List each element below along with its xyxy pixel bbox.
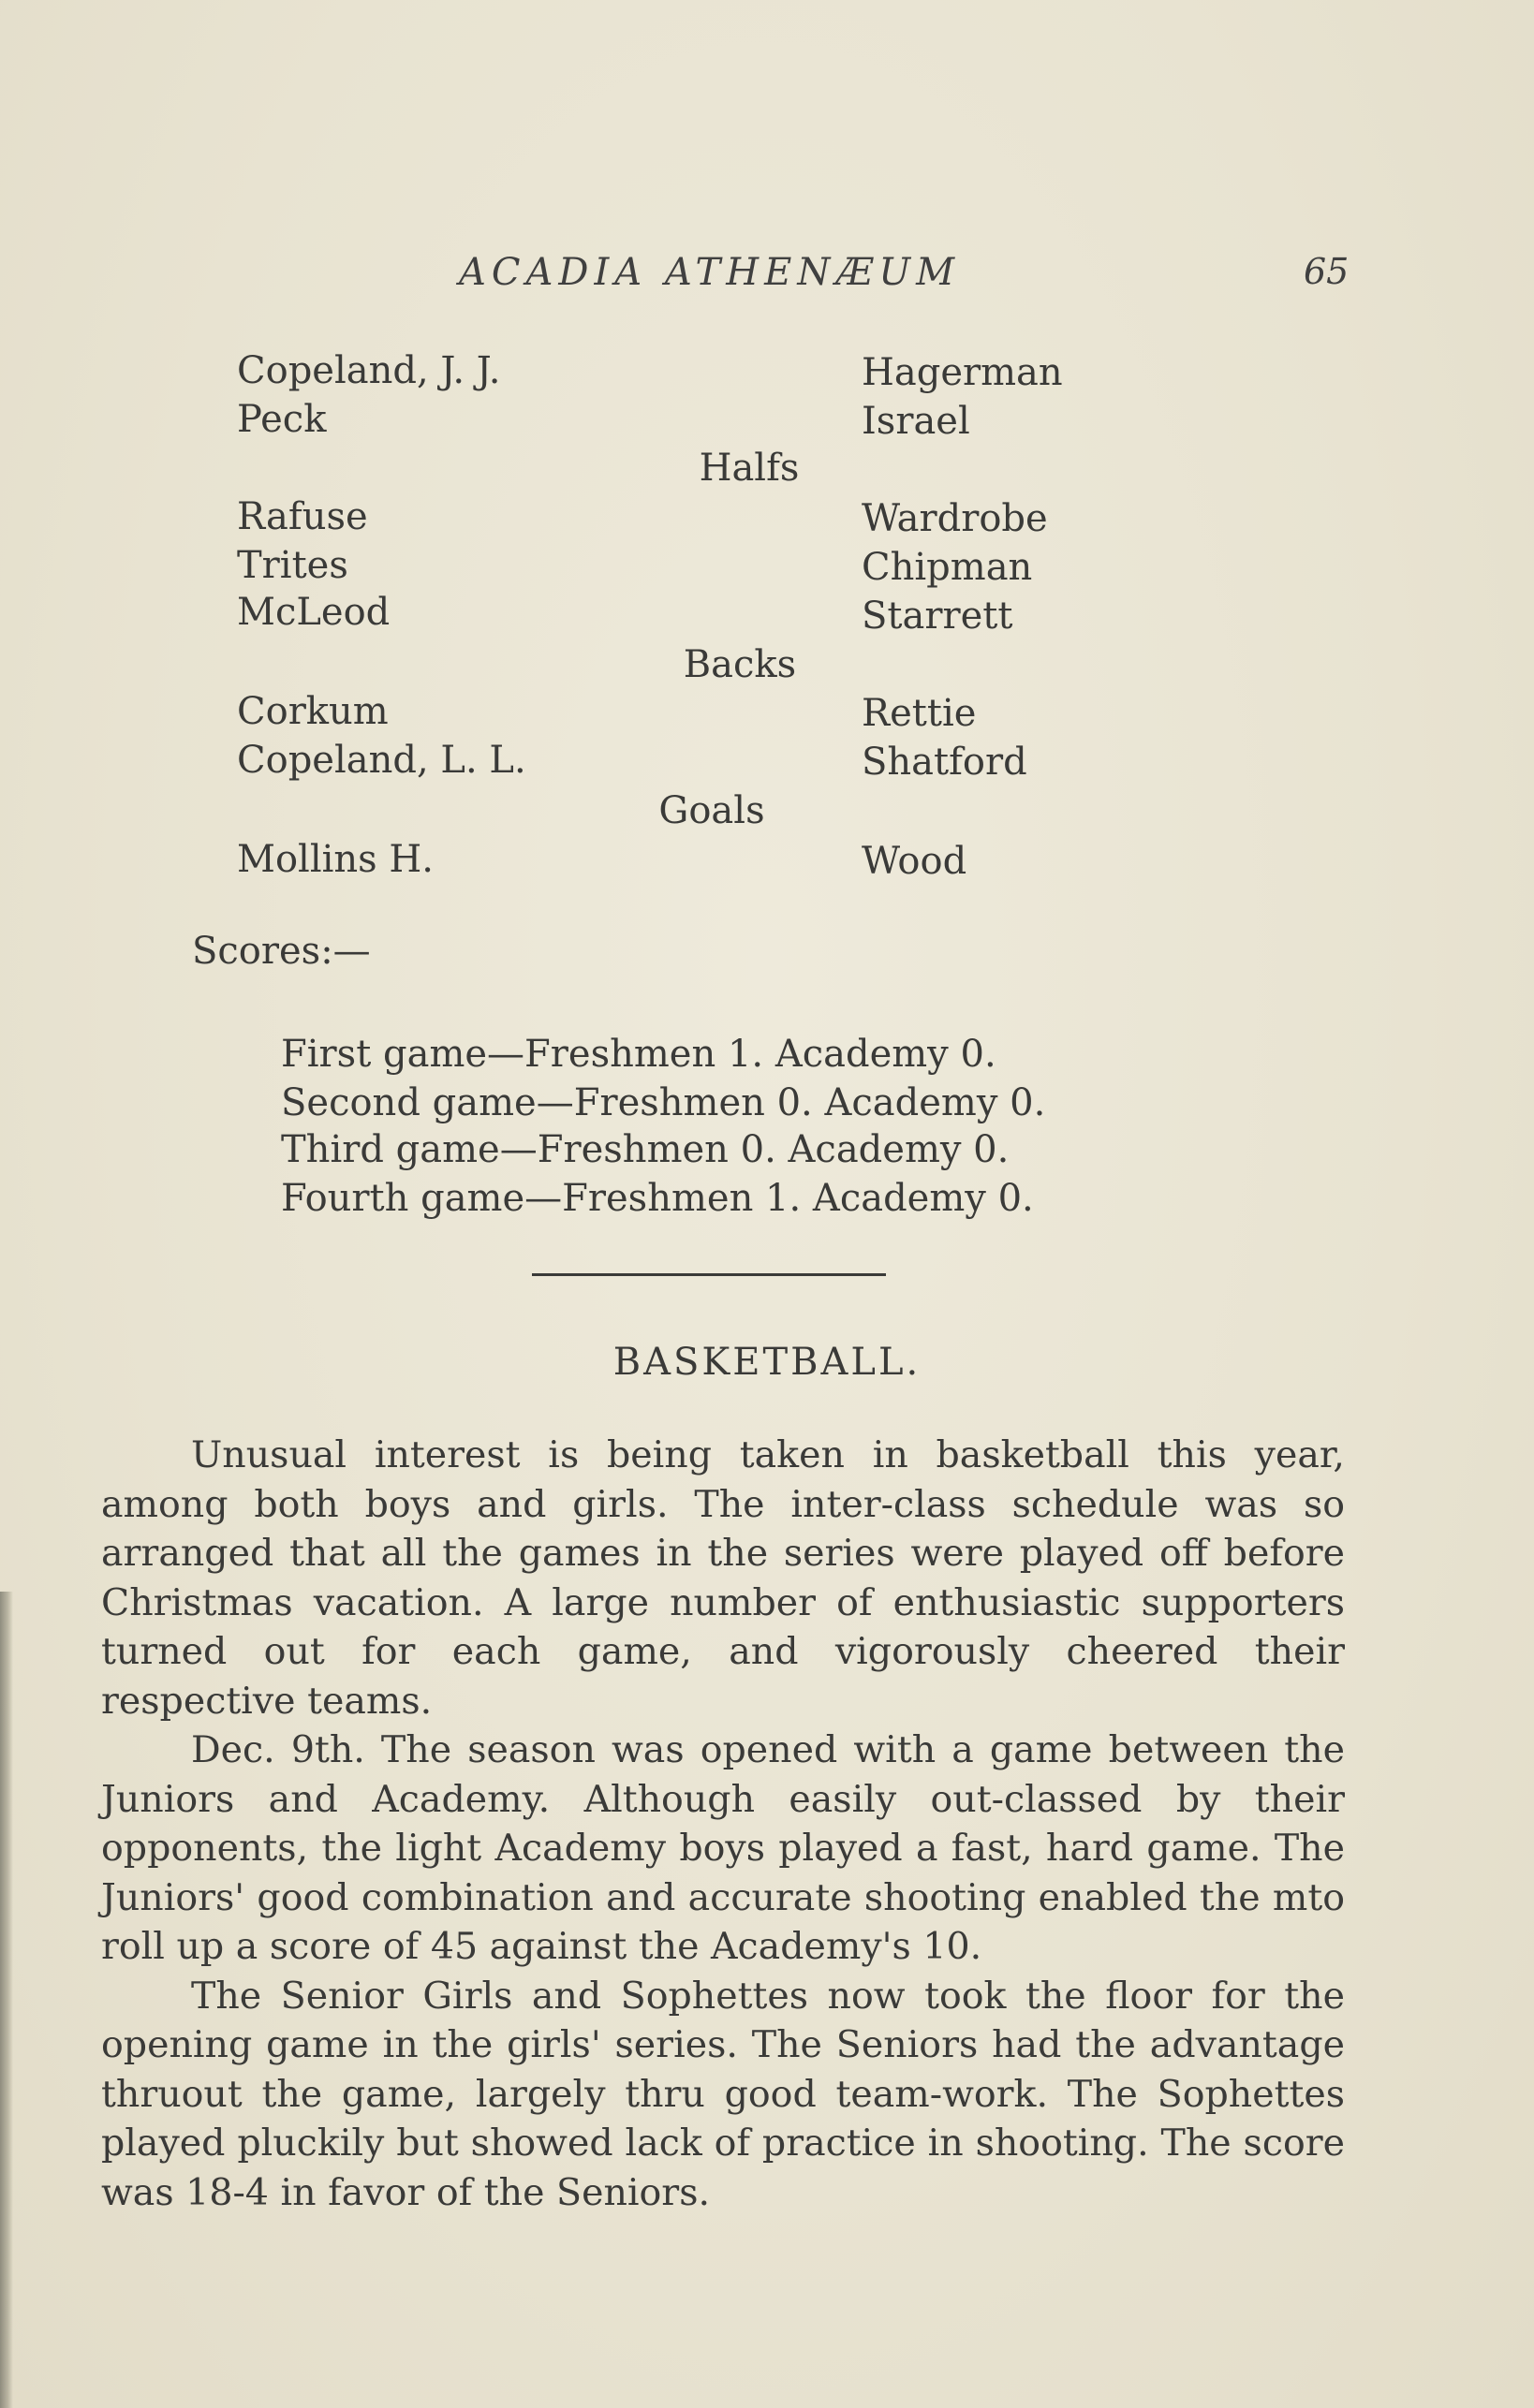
scores-label: Scores:— — [192, 930, 371, 973]
lineup-left-name: Mollins H. — [237, 838, 435, 881]
page-number: 65 — [1304, 251, 1350, 292]
journal-title: ACADIA ATHENÆUM — [459, 251, 961, 294]
lineup-left-name: McLeod — [237, 591, 391, 634]
lineup-right-name: Wardrobe — [862, 497, 1048, 540]
paragraph: Unusual interest is being taken in basketball this year, among both boys and girls. The inter-class schedule was so arranged that all the games in the series were played off before Christmas vacation. A large number of enthusiastic supporters turned out for each game, and vigorously cheered their respective teams. — [101, 1433, 1345, 1723]
lineup-left-name: Peck — [237, 398, 327, 441]
position-heading: Halfs — [699, 447, 800, 490]
lineup-right-name: Rettie — [862, 692, 977, 735]
position-heading: Goals — [658, 789, 765, 832]
lineup-left-name: Corkum — [237, 690, 389, 733]
lineup-left-name: Copeland, L. L. — [237, 739, 526, 782]
running-header — [0, 251, 1534, 298]
page-spine-shadow — [0, 1592, 13, 2408]
lineup-right-name: Starrett — [862, 595, 1013, 638]
score-line: Fourth game—Freshmen 1. Academy 0. — [281, 1177, 1034, 1220]
lineup-right-name: Israel — [862, 400, 970, 443]
score-line: Second game—Freshmen 0. Academy 0. — [281, 1081, 1046, 1124]
lineup-right-name: Wood — [862, 840, 967, 883]
lineup-left-name: Trites — [237, 544, 348, 587]
paragraph: Dec. 9th. The season was opened with a game between the Juniors and Academy. Although easily out-classed by their opponents, the light Academy boys played a fast, hard game. The Juniors' good combination and accurate shooting enabled the mto roll up a score of 45 against the Academy's 10. — [101, 1728, 1345, 1968]
position-heading: Backs — [683, 643, 797, 686]
section-heading: BASKETBALL. — [612, 1341, 922, 1384]
section-divider — [532, 1273, 886, 1276]
lineup-left-name: Copeland, J. J. — [237, 349, 501, 392]
lineup-left-name: Rafuse — [237, 495, 368, 538]
score-line: First game—Freshmen 1. Academy 0. — [281, 1033, 996, 1076]
article-body — [101, 1431, 1345, 2217]
lineup-right-name: Hagerman — [862, 351, 1063, 394]
score-line: Third game—Freshmen 0. Academy 0. — [281, 1128, 1010, 1171]
paragraph: The Senior Girls and Sophettes now took the floor for the opening game in the girls' series. The Seniors had the advantage thruout the game, largely thru good team-work. The Sophettes played pluckily but showed lack of practice in shooting. The score was 18-4 in favor of the Seniors. — [101, 1974, 1345, 2214]
lineup-right-name: Chipman — [862, 546, 1033, 589]
lineup-right-name: Shatford — [862, 741, 1027, 784]
